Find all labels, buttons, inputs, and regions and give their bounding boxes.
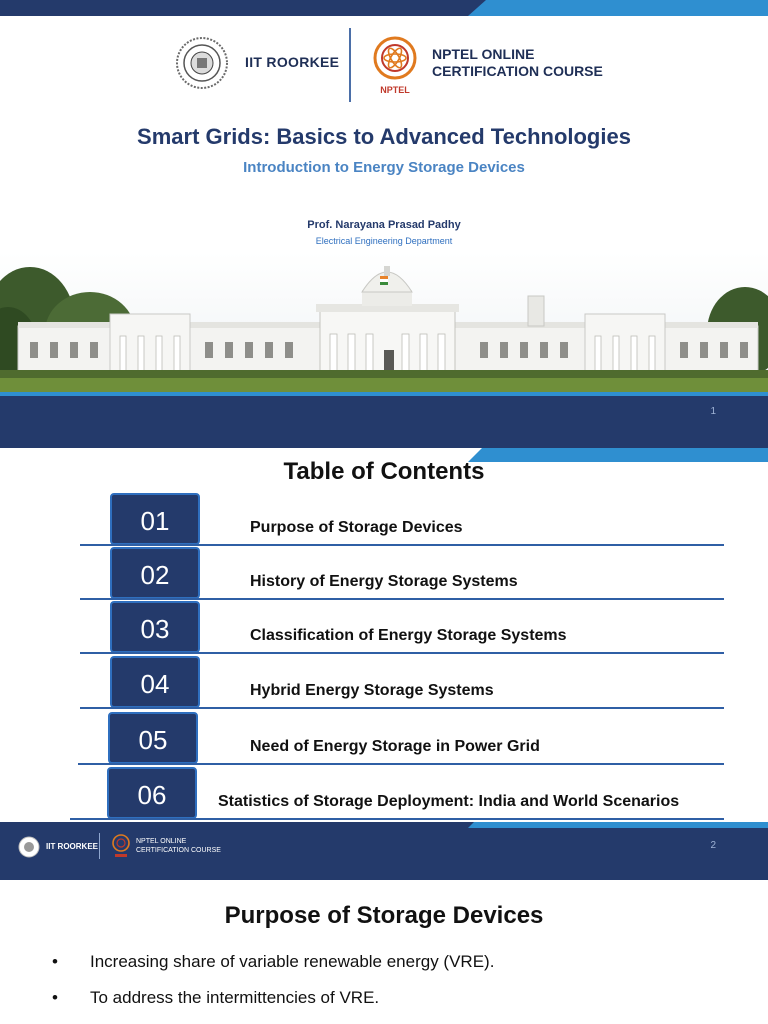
purpose-slide <box>0 880 768 1024</box>
logo-row <box>0 28 768 108</box>
department-name: Electrical Engineering Department <box>315 236 453 246</box>
slide-bottom-band-accent <box>0 392 768 396</box>
footer-nptel-line-1: NPTEL ONLINE <box>136 838 187 845</box>
course-title: Smart Grids: Basics to Advanced Technologies <box>137 124 631 149</box>
toc-title: Table of Contents <box>283 458 485 485</box>
toc-row-04 <box>0 656 768 712</box>
slide-bottom-band <box>0 392 768 448</box>
toc-number: 06 <box>107 767 197 819</box>
footer-nptel-name <box>136 837 221 855</box>
title-slide <box>0 0 768 448</box>
logo-divider <box>349 28 351 102</box>
iit-main-building-photo <box>0 252 768 392</box>
toc-label: Need of Energy Storage in Power Grid <box>250 738 540 755</box>
iit-roorkee-name: IIT ROORKEE <box>245 54 340 70</box>
toc-number: 04 <box>110 656 200 708</box>
nptel-line-1: NPTEL ONLINE <box>432 46 535 62</box>
toc-underline <box>80 544 724 546</box>
footer-nptel-logo-icon <box>111 833 131 859</box>
nptel-badge-text: NPTEL <box>380 85 410 95</box>
footer-nptel-line-2: CERTIFICATION COURSE <box>136 847 221 854</box>
toc-row-06 <box>0 767 768 823</box>
slide-title: Purpose of Storage Devices <box>224 902 544 929</box>
toc-number: 03 <box>110 601 200 653</box>
bullet-symbol: • <box>52 952 58 971</box>
bullet-symbol: • <box>52 988 58 1007</box>
toc-underline <box>80 707 724 709</box>
nptel-line-2: CERTIFICATION COURSE <box>432 63 603 79</box>
toc-underline <box>80 598 724 600</box>
toc-label: Hybrid Energy Storage Systems <box>250 682 494 699</box>
nptel-course-name <box>432 46 603 80</box>
toc-number: 05 <box>108 712 198 764</box>
professor-name: Prof. Narayana Prasad Padhy <box>307 219 461 231</box>
toc-row-02 <box>0 547 768 603</box>
slide-number: 2 <box>710 840 716 851</box>
top-bar-accent <box>468 0 768 16</box>
toc-underline <box>80 652 724 654</box>
footer-divider <box>99 833 100 859</box>
toc-underline <box>78 763 724 765</box>
toc-underline <box>70 818 724 820</box>
lecture-title: Introduction to Energy Storage Devices <box>243 159 525 176</box>
footer-iit-name: IIT ROORKEE <box>46 842 99 851</box>
slide-number: 1 <box>710 406 716 417</box>
iit-roorkee-seal-icon <box>175 36 229 90</box>
toc-label: Classification of Energy Storage Systems <box>250 627 567 644</box>
bullet-text: Increasing share of variable renewable energy (VRE). <box>90 952 495 971</box>
toc-number: 02 <box>110 547 200 599</box>
toc-row-05 <box>0 712 768 768</box>
nptel-logo-icon <box>368 34 422 96</box>
toc-label: History of Energy Storage Systems <box>250 573 518 590</box>
footer-iit-seal-icon <box>18 836 40 858</box>
toc-label: Purpose of Storage Devices <box>250 519 463 536</box>
bullet-text: To address the intermittencies of VRE. <box>90 988 380 1007</box>
table-of-contents-slide <box>0 448 768 880</box>
slide-footer-accent <box>468 822 768 828</box>
toc-row-01 <box>0 493 768 549</box>
toc-number: 01 <box>110 493 200 545</box>
toc-label: Statistics of Storage Deployment: India and World Scenarios <box>218 793 680 810</box>
toc-row-03 <box>0 601 768 657</box>
